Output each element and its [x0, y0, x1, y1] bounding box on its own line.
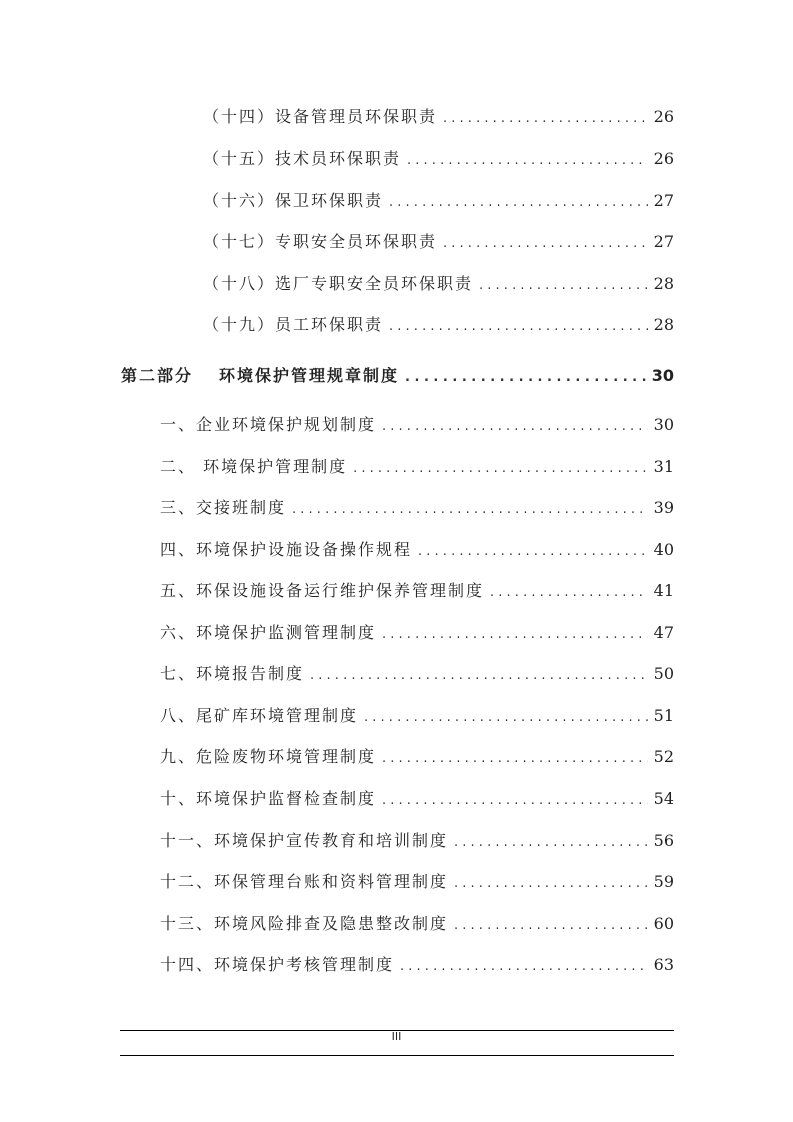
- footer-rule-bottom: [120, 1055, 674, 1056]
- toc-entry-page: 60: [653, 914, 674, 933]
- toc-entry[interactable]: [160, 870, 674, 894]
- dot-leader: [418, 540, 648, 564]
- toc-entry-page: 30: [653, 415, 674, 434]
- dot-leader: [443, 107, 648, 131]
- toc-entry[interactable]: [203, 147, 674, 171]
- dot-leader: [490, 581, 648, 605]
- toc-entry-page: 63: [653, 955, 674, 974]
- dot-leader: [292, 498, 648, 522]
- toc-entry-page: 59: [653, 872, 674, 891]
- toc-entry-title: 八、尾矿库环境管理制度: [160, 706, 359, 725]
- dot-leader: [353, 457, 648, 481]
- toc-entry-title: 三、交接班制度: [160, 498, 287, 517]
- toc-entry-page: 40: [653, 540, 674, 559]
- dot-leader: [443, 232, 648, 256]
- toc-entry-page: 27: [653, 232, 674, 251]
- toc-entry-title: 十二、环保管理台账和资料管理制度: [160, 872, 449, 891]
- toc-entry[interactable]: [160, 413, 674, 437]
- toc-entry-title: 十三、环境风险排查及隐患整改制度: [160, 914, 449, 933]
- toc-entry[interactable]: [160, 953, 674, 977]
- toc-entry-page: 56: [653, 831, 674, 850]
- toc-entry-title: （十九）员工环保职责: [203, 315, 384, 334]
- toc-entry[interactable]: [160, 662, 674, 686]
- toc-entry-page: 41: [653, 581, 674, 600]
- toc-entry-title: 九、危险废物环境管理制度: [160, 747, 377, 766]
- toc-entry-title: （十七）专职安全员环保职责: [203, 232, 438, 251]
- toc-entry-title: 五、环保设施设备运行维护保养管理制度: [160, 581, 485, 600]
- toc-entry[interactable]: [203, 230, 674, 254]
- dot-leader: [382, 789, 648, 813]
- toc-entry[interactable]: [203, 189, 674, 213]
- dot-leader: [389, 315, 648, 339]
- toc-entry-page: 51: [653, 706, 674, 725]
- toc-entry-title: （十五）技术员环保职责: [203, 149, 402, 168]
- toc-entry[interactable]: [160, 455, 674, 479]
- toc-entry-title: 六、环境保护监测管理制度: [160, 623, 377, 642]
- dot-leader: [479, 274, 648, 298]
- toc-entry-page: 28: [653, 315, 674, 334]
- toc-entry-page: 54: [653, 789, 674, 808]
- toc-entry[interactable]: [160, 704, 674, 728]
- toc-entry[interactable]: [203, 105, 674, 129]
- toc-entry[interactable]: [160, 538, 674, 562]
- dot-leader: [310, 664, 648, 688]
- toc-entry[interactable]: [160, 829, 674, 853]
- toc-entry[interactable]: [160, 621, 674, 645]
- toc-entry[interactable]: [160, 496, 674, 520]
- dot-leader: [454, 872, 648, 896]
- toc-entry-page: 47: [653, 623, 674, 642]
- toc-entry-page: 27: [653, 191, 674, 210]
- toc-entry-page: 26: [653, 107, 674, 126]
- dot-leader: [407, 149, 648, 173]
- toc-entry-title: （十八）选厂专职安全员环保职责: [203, 274, 474, 293]
- toc-entry-page: 39: [653, 498, 674, 517]
- toc-entry[interactable]: [203, 313, 674, 337]
- toc-entry-page: 31: [653, 457, 674, 476]
- part-page: 30: [651, 366, 674, 385]
- toc-entry-page: 52: [653, 747, 674, 766]
- dot-leader: [389, 191, 648, 215]
- dot-leader: [364, 706, 648, 730]
- part-title: 环境保护管理规章制度: [219, 366, 400, 385]
- dot-leader: [382, 747, 648, 771]
- dot-leader: [382, 623, 648, 647]
- dot-leader: [400, 955, 648, 979]
- dot-leader: [454, 914, 648, 938]
- toc-entry[interactable]: [160, 912, 674, 936]
- dot-leader: [382, 415, 648, 439]
- toc-entry-page: 28: [653, 274, 674, 293]
- footer-page-number: III: [391, 1030, 402, 1043]
- toc-entry-title: 七、环境报告制度: [160, 664, 305, 683]
- toc-entry-title: 十一、环境保护宣传教育和培训制度: [160, 831, 449, 850]
- part-label: 第二部分: [121, 366, 194, 385]
- dot-leader: [454, 831, 648, 855]
- toc-entry[interactable]: [203, 272, 674, 296]
- toc-entry[interactable]: [160, 745, 674, 769]
- toc-entry-title: （十六）保卫环保职责: [203, 191, 384, 210]
- toc-entry[interactable]: [160, 579, 674, 603]
- toc-entry-page: 26: [653, 149, 674, 168]
- dot-leader: [405, 366, 646, 390]
- toc-entry-title: （十四）设备管理员环保职责: [203, 107, 438, 126]
- toc-entry-title: 十、环境保护监督检查制度: [160, 789, 377, 808]
- toc-entry[interactable]: [160, 787, 674, 811]
- toc-entry-title: 二、 环境保护管理制度: [160, 457, 348, 476]
- toc-entry-title: 一、企业环境保护规划制度: [160, 415, 377, 434]
- toc-part-heading[interactable]: [121, 364, 674, 388]
- toc-entry-title: 十四、环境保护考核管理制度: [160, 955, 395, 974]
- toc-entry-page: 50: [653, 664, 674, 683]
- toc-entry-title: 四、环境保护设施设备操作规程: [160, 540, 413, 559]
